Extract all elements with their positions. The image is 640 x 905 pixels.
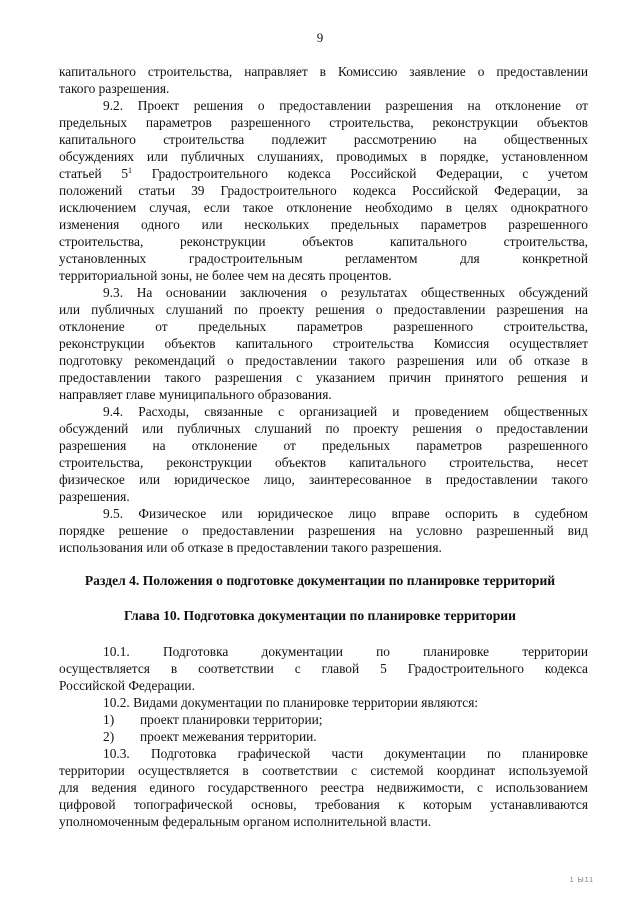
text-fragment: Градостроительного кодекса Российской Федерации, с учетом bbox=[132, 166, 588, 181]
text-line: 10.2. Видами документации по планировке территории являются: bbox=[103, 695, 479, 710]
text-line: обсуждениях или публичных слушаниях, проводимых в порядке, установленном bbox=[59, 149, 588, 164]
text-line: капитального строительства подлежит рассмотрению на общественных bbox=[59, 132, 588, 147]
text-line: предоставлении такого разрешения с указанием причин принятого решения и bbox=[59, 370, 588, 385]
text-line: уполномоченным федеральным органом исполнительной власти. bbox=[59, 814, 432, 829]
text-line: направляет главе муниципального образования. bbox=[59, 387, 332, 402]
text-line: физическое или юридическое лицо, заинтересованное в предоставлении такого bbox=[59, 472, 588, 487]
text-fragment: статьей 5 bbox=[59, 166, 129, 181]
list-item: проект межевания территории. bbox=[140, 729, 317, 744]
text-line: 9.5. Физическое или юридическое лицо вправе оспорить в судебном bbox=[103, 506, 588, 521]
text-line: Российской Федерации. bbox=[59, 678, 195, 693]
text-line: 10.3. Подготовка графической части документации по планировке bbox=[103, 746, 588, 761]
text-line: положений статьи 39 Градостроительного кодекса Российской Федерации, за bbox=[59, 183, 588, 198]
text-line: строительства, реконструкции объектов капитального строительства, несет bbox=[59, 455, 588, 470]
text-line: порядке решение о предоставлении разрешения на условно разрешенный вид bbox=[59, 523, 588, 538]
text-line: обсуждений или публичных слушаний по проекту решения о предоставлении bbox=[59, 421, 588, 436]
text-line bbox=[59, 165, 588, 182]
text-line: осуществляется в соответствии с главой 5 Градостроительного кодекса bbox=[59, 661, 588, 676]
text-line: исключением случая, если такое отклонение необходимо в целях однократного bbox=[59, 200, 588, 215]
text-line: 10.1. Подготовка документации по планировке территории bbox=[103, 644, 588, 659]
superscript: 1 bbox=[128, 166, 133, 175]
text-line: цифровой топографической основы, требования к которым устанавливаются bbox=[59, 797, 588, 812]
list-number: 1) bbox=[103, 712, 115, 727]
text-line: реконструкции объектов капитального строительства Комиссия осуществляет bbox=[59, 336, 588, 351]
text-line: территории осуществляется в соответствии с системой координат используемой bbox=[59, 763, 588, 778]
text-line: 9.4. Расходы, связанные с организацией и проведением общественных bbox=[103, 404, 588, 419]
text-line: установленных градостроительным регламентом для конкретной bbox=[59, 251, 588, 266]
page-number: 9 bbox=[316, 30, 324, 45]
text-line: 9.2. Проект решения о предоставлении разрешения на отклонение от bbox=[103, 98, 588, 113]
text-line: разрешения на отклонение от предельных параметров разрешенного bbox=[59, 438, 588, 453]
text-line: капитального строительства, направляет в Комиссию заявление о предоставлении bbox=[59, 64, 588, 79]
chapter-heading: Глава 10. Подготовка документации по планировке территории bbox=[124, 608, 516, 623]
text-line: такого разрешения. bbox=[59, 81, 170, 96]
text-line: территориальной зоны, не более чем на десять процентов. bbox=[59, 268, 392, 283]
list-number: 2) bbox=[103, 729, 115, 744]
footer-mark: 1 Ы11 bbox=[569, 877, 594, 884]
list-item: проект планировки территории; bbox=[140, 712, 323, 727]
text-line: предельных параметров разрешенного строительства, реконструкции объектов bbox=[59, 115, 588, 130]
text-line: разрешения. bbox=[59, 489, 130, 504]
text-line: для ведения единого государственного реестра недвижимости, с использованием bbox=[59, 780, 588, 795]
text-line: подготовку рекомендаций о предоставлении такого разрешения или об отказе в bbox=[59, 353, 588, 368]
section-heading: Раздел 4. Положения о подготовке документации по планировке территорий bbox=[84, 573, 556, 588]
text-line: 9.3. На основании заключения о результатах общественных обсуждений bbox=[103, 285, 588, 300]
text-line: строительства, реконструкции объектов капитального строительства, bbox=[59, 234, 588, 249]
text-line: или публичных слушаний по проекту решения о предоставлении разрешения на bbox=[59, 302, 588, 317]
text-line: изменения одного или нескольких предельных параметров разрешенного bbox=[59, 217, 588, 232]
text-line: использования или об отказе в предоставлении такого разрешения. bbox=[59, 540, 442, 555]
text-line: отклонение от предельных параметров разрешенного строительства, bbox=[59, 319, 588, 334]
